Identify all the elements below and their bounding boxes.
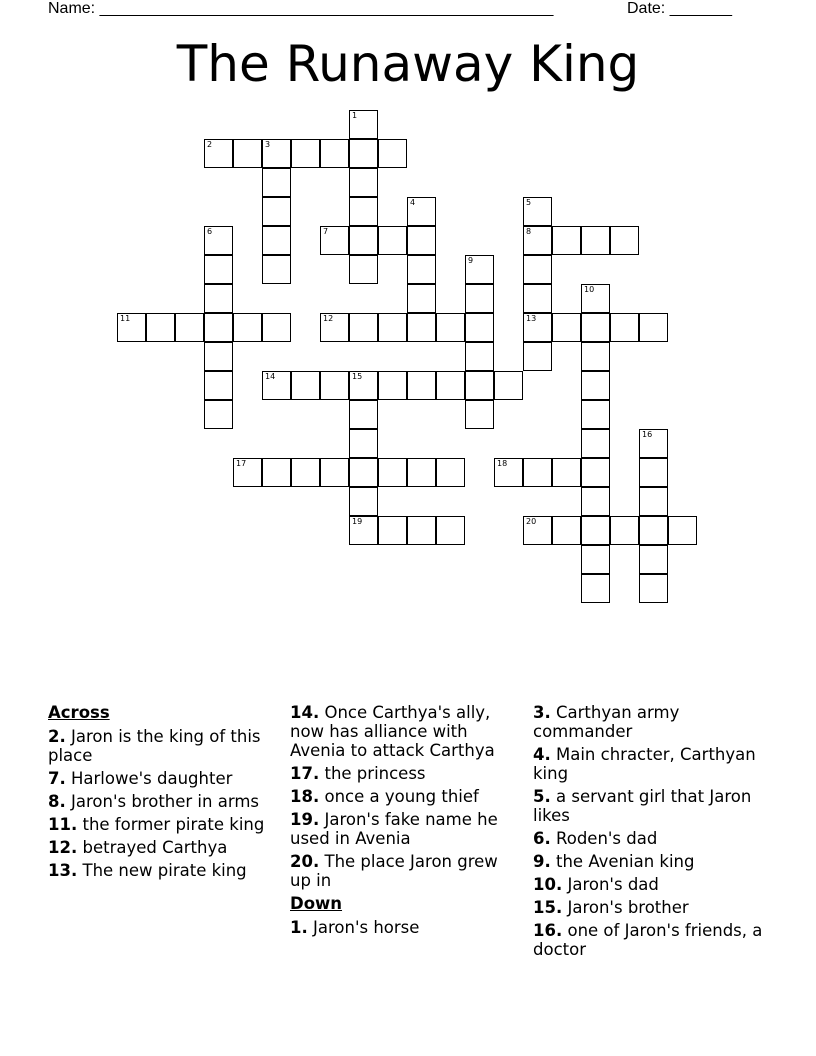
grid-cell[interactable] xyxy=(233,313,262,342)
grid-cell[interactable] xyxy=(349,139,378,168)
grid-cell[interactable] xyxy=(407,516,436,545)
grid-cell[interactable] xyxy=(581,371,610,400)
cell-number: 8 xyxy=(526,227,532,236)
grid-cell[interactable] xyxy=(494,458,523,487)
grid-cell[interactable] xyxy=(523,284,552,313)
grid-cell[interactable] xyxy=(581,400,610,429)
cell-number: 10 xyxy=(584,285,595,294)
cell-number: 6 xyxy=(207,227,213,236)
cell-number: 14 xyxy=(265,372,276,381)
grid-cell[interactable] xyxy=(349,487,378,516)
down-heading: Down xyxy=(290,894,343,913)
grid-cell[interactable] xyxy=(523,342,552,371)
grid-cell[interactable] xyxy=(523,458,552,487)
clue-down-10: 10. Jaron's dad xyxy=(533,875,659,894)
clue-down-16: 16. one of Jaron's friends, a doctor xyxy=(533,921,763,959)
grid-cell[interactable] xyxy=(378,313,407,342)
grid-cell[interactable] xyxy=(407,284,436,313)
grid-cell[interactable] xyxy=(436,458,465,487)
cell-number: 1 xyxy=(352,111,358,120)
cell-number: 3 xyxy=(265,140,271,149)
grid-cell[interactable] xyxy=(320,313,349,342)
grid-cell[interactable] xyxy=(349,226,378,255)
clue-across-8: 8. Jaron's brother in arms xyxy=(48,792,259,811)
clue-across-14: 14. Once Carthya's ally, now has alliance with Avenia to attack Carthya xyxy=(290,703,495,760)
grid-cell[interactable] xyxy=(320,139,349,168)
grid-cell[interactable] xyxy=(610,226,639,255)
clues-column-2 xyxy=(290,703,522,941)
cell-number: 11 xyxy=(120,314,131,323)
clue-across-17: 17. the princess xyxy=(290,764,426,783)
cell-number: 7 xyxy=(323,227,329,236)
grid-cell[interactable] xyxy=(233,458,262,487)
cell-number: 19 xyxy=(352,517,363,526)
grid-cell[interactable] xyxy=(349,197,378,226)
clues-column-3 xyxy=(533,703,763,963)
grid-cell[interactable] xyxy=(349,516,378,545)
grid-cell[interactable] xyxy=(262,197,291,226)
grid-cell[interactable] xyxy=(204,342,233,371)
grid-cell[interactable] xyxy=(378,226,407,255)
cell-number: 2 xyxy=(207,140,213,149)
clue-across-20: 20. The place Jaron grew up in xyxy=(290,852,498,890)
grid-cell[interactable] xyxy=(349,110,378,139)
cell-number: 5 xyxy=(526,198,532,207)
puzzle-title: The Runaway King xyxy=(176,35,640,93)
grid-cell[interactable] xyxy=(204,284,233,313)
grid-cell[interactable] xyxy=(407,313,436,342)
grid-cell[interactable] xyxy=(117,313,146,342)
cell-number: 20 xyxy=(526,517,537,526)
grid-cell[interactable] xyxy=(581,226,610,255)
grid-cell[interactable] xyxy=(407,226,436,255)
grid-cell[interactable] xyxy=(523,197,552,226)
grid-cell[interactable] xyxy=(146,313,175,342)
grid-cell[interactable] xyxy=(378,458,407,487)
clue-across-12: 12. betrayed Carthya xyxy=(48,838,228,857)
grid-cell[interactable] xyxy=(349,429,378,458)
clue-across-13: 13. The new pirate king xyxy=(48,861,247,880)
clue-down-3: 3. Carthyan army commander xyxy=(533,703,680,741)
grid-cell[interactable] xyxy=(581,487,610,516)
grid-cell[interactable] xyxy=(523,313,552,342)
name-line: Name: ___________________________________________________ xyxy=(48,0,554,17)
grid-cell[interactable] xyxy=(291,458,320,487)
grid-cell[interactable] xyxy=(407,371,436,400)
clue-across-2: 2. Jaron is the king of this place xyxy=(48,727,261,765)
grid-cell[interactable] xyxy=(465,342,494,371)
date-line: Date: _______ xyxy=(627,0,732,17)
grid-cell[interactable] xyxy=(639,516,668,545)
grid-cell[interactable] xyxy=(378,516,407,545)
grid-cell[interactable] xyxy=(349,458,378,487)
grid-cell[interactable] xyxy=(262,255,291,284)
grid-cell[interactable] xyxy=(262,313,291,342)
grid-cell[interactable] xyxy=(349,371,378,400)
grid-cell[interactable] xyxy=(523,255,552,284)
grid-cell[interactable] xyxy=(204,255,233,284)
grid-cell[interactable] xyxy=(581,545,610,574)
grid-cell[interactable] xyxy=(465,313,494,342)
clue-across-11: 11. the former pirate king xyxy=(48,815,265,834)
clues-column-1 xyxy=(48,703,273,884)
grid-cell[interactable] xyxy=(204,400,233,429)
grid-cell[interactable] xyxy=(378,139,407,168)
grid-cell[interactable] xyxy=(581,313,610,342)
grid-cell[interactable] xyxy=(639,574,668,603)
grid-cell[interactable] xyxy=(320,458,349,487)
grid-cell[interactable] xyxy=(639,429,668,458)
grid-cell[interactable] xyxy=(639,313,668,342)
grid-cell[interactable] xyxy=(639,458,668,487)
cell-number: 9 xyxy=(468,256,474,265)
grid-cell[interactable] xyxy=(436,516,465,545)
grid-cell[interactable] xyxy=(378,371,407,400)
clue-down-4: 4. Main chracter, Carthyan king xyxy=(533,745,756,783)
grid-cell[interactable] xyxy=(523,516,552,545)
grid-cell[interactable] xyxy=(349,168,378,197)
grid-cell[interactable] xyxy=(320,371,349,400)
grid-cell[interactable] xyxy=(204,226,233,255)
cell-number: 13 xyxy=(526,314,537,323)
grid-cell[interactable] xyxy=(494,371,523,400)
grid-cell[interactable] xyxy=(291,371,320,400)
grid-cell[interactable] xyxy=(552,226,581,255)
grid-cell[interactable] xyxy=(436,313,465,342)
grid-cell[interactable] xyxy=(552,313,581,342)
across-heading: Across xyxy=(48,703,110,722)
clue-down-9: 9. the Avenian king xyxy=(533,852,695,871)
grid-cell[interactable] xyxy=(262,139,291,168)
clue-across-18: 18. once a young thief xyxy=(290,787,479,806)
clue-down-6: 6. Roden's dad xyxy=(533,829,658,848)
clue-down-5: 5. a servant girl that Jaron likes xyxy=(533,787,752,825)
clue-across-19: 19. Jaron's fake name he used in Avenia xyxy=(290,810,498,848)
grid-cell[interactable] xyxy=(465,371,494,400)
cell-number: 4 xyxy=(410,198,416,207)
grid-cell[interactable] xyxy=(581,342,610,371)
grid-cell[interactable] xyxy=(291,139,320,168)
grid-cell[interactable] xyxy=(581,284,610,313)
cell-number: 12 xyxy=(323,314,334,323)
grid-cell[interactable] xyxy=(639,487,668,516)
cell-number: 16 xyxy=(642,430,653,439)
grid-cell[interactable] xyxy=(552,516,581,545)
grid-cell[interactable] xyxy=(465,255,494,284)
grid-cell[interactable] xyxy=(349,255,378,284)
grid-cell[interactable] xyxy=(262,168,291,197)
cell-number: 18 xyxy=(497,459,508,468)
grid-cell[interactable] xyxy=(552,458,581,487)
grid-cell[interactable] xyxy=(523,226,552,255)
clue-down-15: 15. Jaron's brother xyxy=(533,898,689,917)
grid-cell[interactable] xyxy=(175,313,204,342)
grid-cell[interactable] xyxy=(668,516,697,545)
grid-cell[interactable] xyxy=(639,545,668,574)
grid-cell[interactable] xyxy=(349,313,378,342)
grid-cell[interactable] xyxy=(610,516,639,545)
grid-cell[interactable] xyxy=(581,516,610,545)
grid-cell[interactable] xyxy=(262,458,291,487)
clue-across-7: 7. Harlowe's daughter xyxy=(48,769,233,788)
cell-number: 17 xyxy=(236,459,247,468)
grid-cell[interactable] xyxy=(407,197,436,226)
grid-cell[interactable] xyxy=(465,284,494,313)
clue-down-1: 1. Jaron's horse xyxy=(290,918,420,937)
grid-cell[interactable] xyxy=(349,400,378,429)
grid-cell[interactable] xyxy=(610,313,639,342)
grid-cell[interactable] xyxy=(233,139,262,168)
grid-cell[interactable] xyxy=(262,371,291,400)
grid-cell[interactable] xyxy=(581,574,610,603)
cell-number: 15 xyxy=(352,372,363,381)
grid-cell[interactable] xyxy=(204,313,233,342)
grid-cell[interactable] xyxy=(262,226,291,255)
grid-cell[interactable] xyxy=(581,458,610,487)
grid-cell[interactable] xyxy=(407,458,436,487)
grid-cell[interactable] xyxy=(581,429,610,458)
grid-cell[interactable] xyxy=(204,371,233,400)
grid-cell[interactable] xyxy=(320,226,349,255)
grid-cell[interactable] xyxy=(436,371,465,400)
grid-cell[interactable] xyxy=(204,139,233,168)
grid-cell[interactable] xyxy=(465,400,494,429)
grid-cell[interactable] xyxy=(407,255,436,284)
